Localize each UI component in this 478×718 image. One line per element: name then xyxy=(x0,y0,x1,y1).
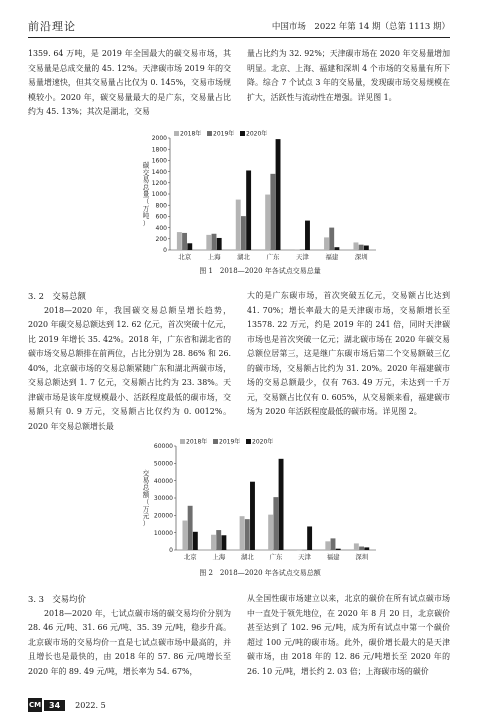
chart-2-y-tick-label: 40000 xyxy=(153,477,173,485)
chart-2-bar xyxy=(188,506,193,550)
chart-2 xyxy=(140,436,380,564)
chart-2-bar xyxy=(193,532,198,550)
footer xyxy=(28,698,106,712)
paragraph: 量占比约为 32. 92%；天津碳市场在 2020 年交易量增加明显。北京、上海、福建和深圳 4 个市场的交易量有所下降。综合 7 个试点 3 年的交易量，发现碳市场交易规模在扩大，活跃性与流动性在增强。详见图 1。 xyxy=(247,49,450,102)
chart-1-y-axis-title-char: ） xyxy=(142,219,150,228)
chart-1-x-tick-label: 北京 xyxy=(178,253,192,261)
chart-1-legend-swatch xyxy=(174,131,179,136)
chart-2-bar xyxy=(359,547,364,550)
chart-1-bar xyxy=(212,234,217,250)
chart-2-bar xyxy=(331,538,336,550)
chart-2-bar xyxy=(245,519,250,550)
chart-1-bar xyxy=(364,246,369,250)
chart-2-bar xyxy=(182,521,187,550)
chart-2-y-tick-label: 60000 xyxy=(153,443,173,451)
chart-1-svg xyxy=(140,128,380,264)
chart-2-legend-swatch xyxy=(180,439,185,444)
chart-2-bar xyxy=(216,530,221,550)
chart-1-y-axis-title-char: 吨 xyxy=(142,212,150,221)
chart-1-bar xyxy=(265,195,270,250)
chart-1-x-tick-label: 湖北 xyxy=(237,253,250,261)
chart-1-bar xyxy=(270,174,275,250)
chart-1-legend-swatch xyxy=(207,131,212,136)
header-rule xyxy=(28,37,450,38)
chart-2-x-tick-label: 深圳 xyxy=(355,553,369,561)
chart-1-bar xyxy=(324,237,329,250)
chart-1-bar xyxy=(206,235,211,250)
chart-1-bar xyxy=(305,221,310,250)
chart-1-y-tick-label: 1800 xyxy=(151,146,167,154)
chart-2-bar xyxy=(250,482,255,550)
chart-2-x-tick-label: 福建 xyxy=(326,553,340,561)
chart-2-y-axis-title-char: 万 xyxy=(142,505,150,514)
paragraph: 1359. 64 万吨，是 2019 年全国最大的碳交易市场，其交易量是总成交量的 45. 12%。天津碳市场 2019 年的交易量增速快，但其交易量占比仅为 0. 145%，交易市场规模较小。2020 年，碳交易量最大的是广东，交易量占比约为 45. 13%；其次是湖北，交易 xyxy=(28,49,231,117)
chart-2-x-tick-label: 上海 xyxy=(212,553,226,561)
chart-2-legend-label: 2019年 xyxy=(219,438,241,446)
chart-1-x-tick-label: 福建 xyxy=(325,253,339,261)
text-mid-left xyxy=(28,289,231,434)
chart-1-y-axis-title-char: 量 xyxy=(142,190,150,199)
chart-1-bar xyxy=(353,242,358,250)
chart-1-bar xyxy=(182,233,187,250)
chart-1-y-tick-label: 400 xyxy=(155,224,167,232)
chart-2-x-tick-label: 湖北 xyxy=(241,553,254,561)
chart-2-x-tick-label: 天津 xyxy=(298,553,311,561)
chart-1-legend-swatch xyxy=(240,131,245,136)
chart-2-bar xyxy=(325,541,330,550)
chart-2-y-axis-title-char: 总 xyxy=(142,483,150,492)
text-top-left xyxy=(28,47,231,120)
chart-2-legend-swatch xyxy=(246,439,251,444)
chart-1-legend-label: 2018年 xyxy=(180,130,202,138)
paragraph: 大的是广东碳市场，首次突破五亿元，交易额占比达到 41. 70%；增长率最大的是天津碳市场，交易额增长至 13578. 22 万元，约是 2019 年的 241 倍，同时天津碳市场也是首次突破一亿元；湖北碳市场在 2020 年碳交易总额位居第三，这是继广东碳市场后第二个交易额破三亿的碳市场，交易额占比约为 31. 20%。2020 年福建碳市场的交易总额最少，仅有 763. 49 万元，未达到一千万元，交易额占比仅有 0. 605%，从交易额来看，福建碳市场为 2020 年活跃程度最低的碳市场。详见图 2。 xyxy=(247,291,450,417)
chart-1-x-tick-label: 深圳 xyxy=(354,253,368,261)
chart-1-y-axis-title-char: 易 xyxy=(142,176,150,185)
chart-2-y-axis-title-char: 额 xyxy=(142,490,150,499)
logo-icon: CM xyxy=(28,698,42,712)
chart-2-y-axis-title-char: ） xyxy=(142,519,150,528)
chart-2-legend-swatch xyxy=(213,439,218,444)
chart-1-y-axis-title-char: 万 xyxy=(142,204,150,213)
header-journal: 中国市场 2022 年第 14 期（总第 1113 期） xyxy=(271,22,450,32)
chart-2-svg xyxy=(140,436,380,564)
chart-2-y-axis-title-char: 元 xyxy=(142,512,150,521)
text-mid-right xyxy=(247,289,450,420)
chart-2-bar xyxy=(354,543,359,550)
chart-2-y-tick-label: 30000 xyxy=(153,495,173,503)
chart-1-y-tick-label: 800 xyxy=(155,202,167,210)
chart-1-bar xyxy=(187,243,192,250)
chart-1-bar xyxy=(329,228,334,250)
chart-2-x-tick-label: 北京 xyxy=(183,553,197,561)
chart-2-y-tick-label: 20000 xyxy=(153,512,173,520)
chart-1-y-axis-title-char: 交 xyxy=(142,168,150,177)
chart-1-y-tick-label: 1200 xyxy=(151,180,167,187)
chart-1-bar xyxy=(359,245,364,250)
text-top-right xyxy=(247,47,450,105)
chart-1-legend-label: 2020年 xyxy=(246,130,268,138)
chart-1-bar xyxy=(334,247,339,250)
chart-1-bar xyxy=(246,170,251,250)
chart-1-y-axis-title-char: 总 xyxy=(142,183,150,192)
chart-2-x-tick-label: 广东 xyxy=(269,553,283,561)
paragraph: 2018—2020 年，我国碳交易总额呈增长趋势，2020 年碳交易总额达到 12. 62 亿元，首次突破十亿元，比 2019 年增长 35. 42%。2018 年，广东省和湖北省的碳市场交易总额排在前两位，占比分别为 28. 86% 和 26. 40%，北京碳市场的交易总额紧随广东和湖北两碳市场，交易总额达到 1. 7 亿元，交易额占比约为 23. 38%。天津碳市场是该年度规模最小、活跃程度最低的碳市场，交易额只有 0. 9 万元，交易额占比仅约为 0. 0012%。2020 年交易总额增长最 xyxy=(28,305,231,431)
chart-2-bar xyxy=(364,547,369,550)
chart-2-y-tick-label: 0 xyxy=(169,547,173,555)
chart-1-bar xyxy=(177,232,182,250)
chart-2-legend-label: 2020年 xyxy=(252,438,274,446)
chart-1-bar xyxy=(300,249,305,250)
chart-2-bar xyxy=(268,515,273,550)
chart-2-y-tick-label: 10000 xyxy=(153,529,173,537)
chart-1-bar xyxy=(236,200,241,250)
paragraph: 从全国性碳市场建立以来，北京的碳价在所有试点碳市场中一直处于领先地位，在 2020 年 8 月 20 日，北京碳价甚至达到了 102. 96 元/吨，成为所有试点中第一个碳价超过 100 元/吨的碳市场。此外，碳价增长最大的是天津碳市场，由 2018 年的 12. 86 元/吨增长至 2020 年的 26. 10 元/吨，增长约 2. 03 倍；上海碳市场的碳价 xyxy=(247,594,450,676)
chart-2-bar xyxy=(221,535,226,550)
chart-1-y-axis-title-char: （ xyxy=(142,197,150,206)
chart-2-bar xyxy=(336,549,341,550)
chart-1-caption: 图 1 2018—2020 年各试点交易总量 xyxy=(199,267,321,275)
text-bot-right xyxy=(247,592,450,679)
chart-1-x-tick-label: 广东 xyxy=(266,253,280,261)
chart-1-y-tick-label: 600 xyxy=(155,213,167,221)
chart-1 xyxy=(140,128,380,264)
chart-2-y-tick-label: 50000 xyxy=(153,460,173,468)
section-heading: 3. 2 交易总额 xyxy=(28,291,86,301)
issue-date: 2022. 5 xyxy=(75,700,106,710)
chart-2-y-axis-title-char: 交 xyxy=(142,469,150,478)
chart-1-bar xyxy=(217,238,222,250)
page-number: 34 xyxy=(44,700,65,711)
chart-2-caption: 图 2 2018—2020 年各试点交易总额 xyxy=(199,569,321,577)
chart-2-legend-label: 2018年 xyxy=(186,438,208,446)
chart-1-bar xyxy=(241,216,246,250)
chart-1-legend-label: 2019年 xyxy=(213,130,235,138)
chart-1-y-axis-title-char: 碳 xyxy=(142,161,150,170)
chart-1-y-tick-label: 2000 xyxy=(151,135,167,143)
chart-2-bar xyxy=(307,526,312,550)
chart-1-y-tick-label: 1400 xyxy=(151,168,167,176)
chart-1-y-tick-label: 1600 xyxy=(151,157,167,165)
chart-2-bar xyxy=(273,497,278,550)
section-heading: 3. 3 交易均价 xyxy=(28,594,86,604)
chart-1-x-tick-label: 上海 xyxy=(207,253,221,261)
chart-2-y-axis-title-char: （ xyxy=(142,498,150,507)
chart-2-bar xyxy=(240,516,245,550)
chart-1-y-tick-label: 200 xyxy=(155,236,167,243)
chart-2-bar xyxy=(279,459,284,550)
chart-2-bar xyxy=(211,535,216,550)
chart-1-y-tick-label: 0 xyxy=(163,247,167,255)
header-section: 前沿理论 xyxy=(28,20,76,33)
paragraph: 2018—2020 年，七试点碳市场的碳交易均价分别为 28. 46 元/吨、31. 66 元/吨、35. 39 元/吨，稳步升高。北京碳市场的交易均价一直是七试点碳市场中最高的，并且增长也是最快的，由 2018 年的 57. 86 元/吨增长至 2020 年的 89. 49 元/吨，增长率为 54. 67%， xyxy=(28,608,231,676)
chart-1-x-tick-label: 天津 xyxy=(296,253,309,261)
text-bot-left xyxy=(28,592,231,679)
chart-1-y-tick-label: 1000 xyxy=(151,191,167,199)
chart-2-y-axis-title-char: 易 xyxy=(142,476,150,485)
chart-1-bar xyxy=(276,139,281,250)
